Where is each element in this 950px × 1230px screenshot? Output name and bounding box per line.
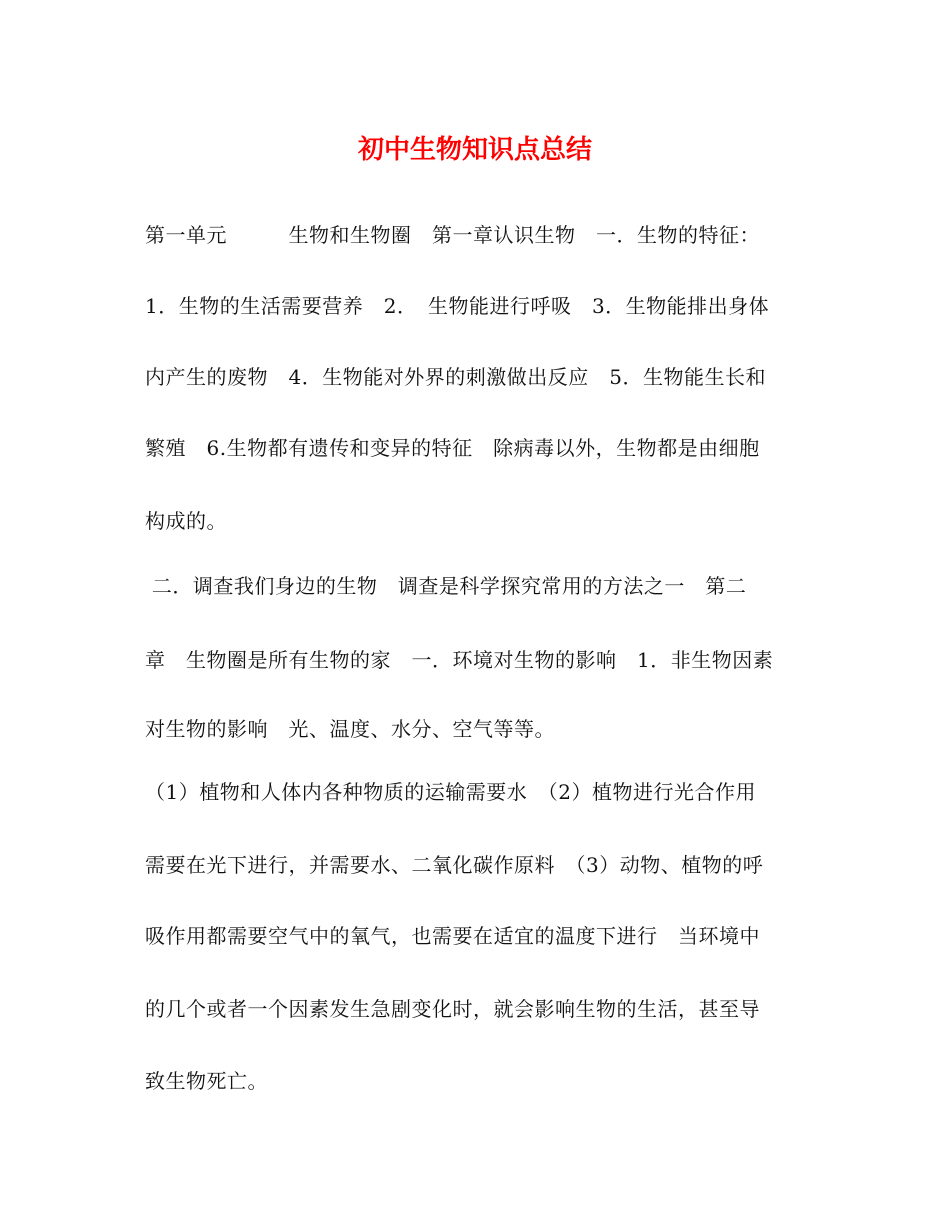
body-line-4: 繁殖 6.生物都有遗传和变异的特征 除病毒以外，生物都是由细胞 (145, 436, 760, 460)
body-line-5: 构成的。 (145, 509, 227, 533)
body-line-8: 对生物的影响 光、温度、水分、空气等等。 (145, 717, 555, 741)
body-line-7: 章 生物圈是所有生物的家 一．环境对生物的影响 1．非生物因素 (145, 648, 774, 672)
document-title: 初中生物知识点总结 (357, 135, 592, 165)
body-line-2: 1．生物的生活需要营养 2． 生物能进行呼吸 3．生物能排出身体 (145, 294, 770, 318)
body-line-13: 致生物死亡。 (145, 1069, 268, 1093)
body-line-10: 需要在光下进行，并需要水、二氧化碳作原料 （3）动物、植物的呼 (145, 853, 764, 877)
body-line-3: 内产生的废物 4．生物能对外界的刺激做出反应 5．生物能生长和 (145, 365, 766, 389)
body-line-12: 的几个或者一个因素发生急剧变化时，就会影响生物的生活，甚至导 (145, 997, 760, 1021)
body-line-6: 二．调查我们身边的生物 调查是科学探究常用的方法之一 第二 (145, 574, 747, 598)
body-line-1: 第一单元 生物和生物圈 第一章认识生物 一．生物的特征： (145, 223, 760, 247)
body-line-11: 吸作用都需要空气中的氧气，也需要在适宜的温度下进行 当环境中 (145, 924, 760, 948)
body-line-9: （1）植物和人体内各种物质的运输需要水 （2）植物进行光合作用 (145, 780, 756, 804)
